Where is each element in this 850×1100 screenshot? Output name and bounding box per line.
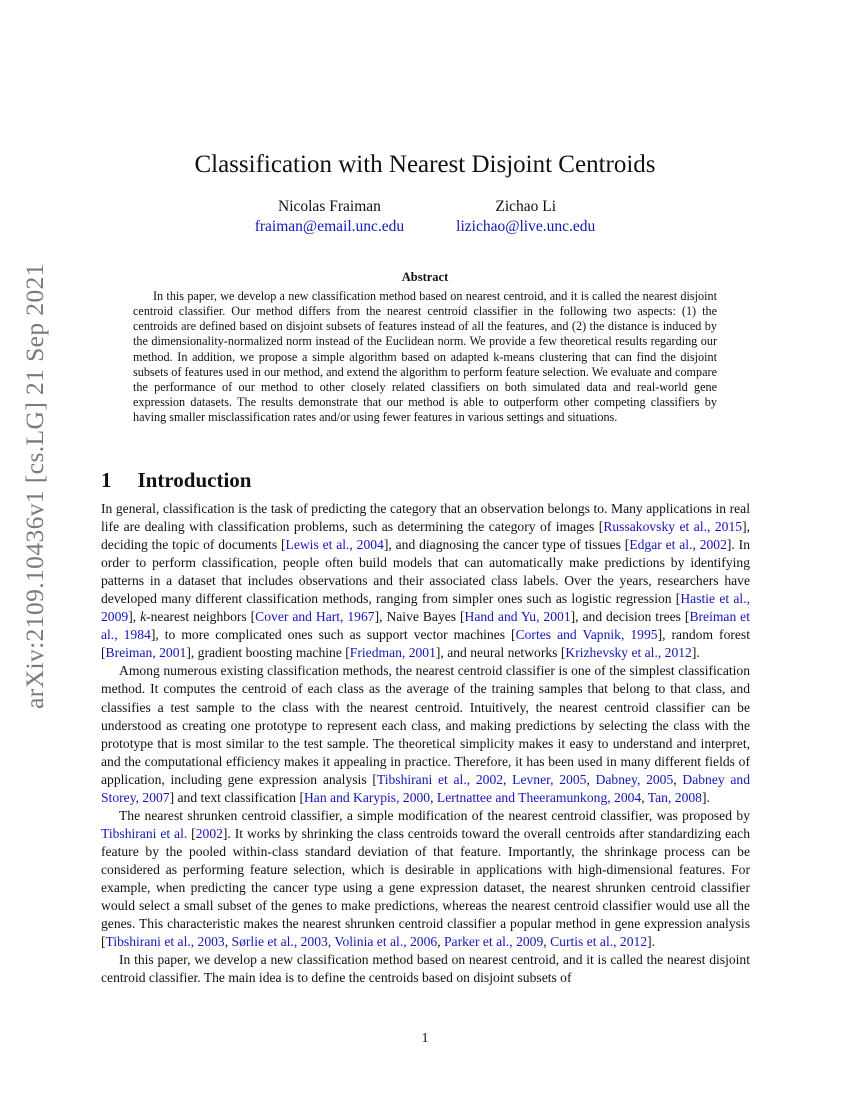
paragraph-text: ], to more complicated ones such as support vector machines [ — [150, 627, 516, 643]
arxiv-side-identifier — [14, 263, 56, 709]
paragraph-text: ]. It works by shrinking the class centroids toward the overall centroids after standardizing each feature by the pooled within-class standard deviation of that feature. Importantly, the shrinkage process can be considered as performing feature selection, which is desirable in applications with high-dimensional features. For example, when predicting the cancer type using a gene expression dataset, the nearest shrunken centroid classifier would select a small subset of the genes to make predictions, whereas the nearest centroid classifier would use all the genes. This characteristic makes the nearest shrunken centroid classifier a popular method in gene expression analysis [ — [101, 825, 750, 950]
citation-link[interactable]: Breiman et al., 1984 — [101, 609, 750, 643]
author-name: Nicolas Fraiman — [278, 198, 381, 215]
paragraph-text: ]. — [647, 934, 656, 950]
citation-link[interactable]: Hastie et al., 2009 — [101, 591, 750, 625]
paragraph-text: ], random forest [ — [101, 627, 751, 661]
paragraph-text: ], gradient boosting machine [ — [186, 645, 350, 661]
citation-link[interactable]: Hand and Yu, 2001 — [464, 609, 571, 625]
body-text — [101, 500, 750, 987]
paragraph-text: , — [224, 934, 232, 950]
citation-link[interactable]: Dabney, 2005 — [595, 771, 674, 787]
paragraph-text: , — [327, 934, 335, 950]
citation-link[interactable]: Tan, 2008 — [647, 789, 702, 805]
author-2 — [456, 197, 595, 237]
paragraph-text: , — [437, 934, 444, 950]
citation-link[interactable]: Volinia et al., 2006 — [334, 934, 438, 950]
section-number: 1 — [101, 468, 112, 492]
paragraph-text: In this paper, we develop a new classification method based on nearest centroid, and it is called the nearest disjoint centroid classifier. The main idea is to define the centroids based on disjoint subsets of — [101, 952, 750, 986]
arxiv-identifier-text: arXiv:2109.10436v1 [cs.LG] 21 Sep 2021 — [20, 263, 49, 709]
body-paragraph — [101, 951, 750, 987]
citation-link[interactable]: Lertnattee and Theeramunkong, 2004 — [436, 789, 642, 805]
paragraph-text: ], and neural networks [ — [435, 645, 566, 661]
paragraph-text: ]. — [691, 645, 700, 661]
abstract-heading: Abstract — [401, 270, 449, 284]
body-paragraph — [101, 500, 750, 662]
paragraph-text: , — [503, 771, 513, 787]
citation-link[interactable]: Han and Karypis, 2000 — [303, 789, 431, 805]
paragraph-text: ]. In order to perform classification, people often build models that can automatically make predictions by identifying patterns in a dataset that includes observations and their associated class labels. Over the years, researchers have developed many different classification methods, ranging from simpler ones such as logistic regression [ — [101, 537, 750, 607]
citation-link[interactable]: Friedman, 2001 — [349, 645, 436, 661]
body-paragraph — [101, 807, 750, 951]
citation-link[interactable]: Sørlie et al., 2003 — [231, 934, 328, 950]
paragraph-text: , — [673, 771, 683, 787]
paragraph-text: ], Naive Bayes [ — [374, 609, 465, 625]
section-heading — [101, 468, 251, 493]
paragraph-text: -nearest neighbors [ — [146, 609, 256, 625]
page-number: 1 — [421, 1030, 429, 1045]
citation-link[interactable]: Levner, 2005 — [512, 771, 587, 787]
paragraph-text: ], and diagnosing the cancer type of tissues [ — [383, 537, 630, 553]
math-variable: k — [140, 609, 147, 625]
citation-link[interactable]: Dabney and Storey, 2007 — [101, 771, 751, 805]
citation-link[interactable]: Parker et al., 2009 — [444, 934, 544, 950]
citation-link[interactable]: Tibshirani et al. — [101, 825, 188, 841]
paragraph-text: ]. — [701, 789, 710, 805]
author-name: Zichao Li — [495, 198, 557, 215]
paragraph-text: In general, classification is the task of predicting the category that an observation belongs to. Many applications in real life are dealing with classification problems, such as determining the category of images [ — [101, 501, 750, 535]
citation-link[interactable]: Breiman, 2001 — [105, 645, 187, 661]
citation-link[interactable]: Krizhevsky et al., 2012 — [565, 645, 692, 661]
paragraph-text: , — [586, 771, 596, 787]
paragraph-text: ], deciding the topic of documents [ — [101, 519, 750, 553]
paragraph-text: , — [641, 789, 648, 805]
paper-title: Classification with Nearest Disjoint Centroids — [194, 151, 656, 178]
author-1 — [255, 197, 404, 237]
paragraph-text: The nearest shrunken centroid classifier, a simple modification of the nearest centroid classifier, was proposed by — [119, 807, 750, 823]
paragraph-text: ], and decision trees [ — [570, 609, 690, 625]
citation-link[interactable]: Russakovsky et al., 2015 — [603, 519, 743, 535]
citation-link[interactable]: Tibshirani et al., 2002 — [376, 771, 504, 787]
citation-link[interactable]: Curtis et al., 2012 — [550, 934, 648, 950]
citation-link[interactable]: Tibshirani et al., 2003 — [105, 934, 225, 950]
citation-link[interactable]: Edgar et al., 2002 — [629, 537, 727, 553]
section-title: Introduction — [137, 468, 252, 492]
citation-link[interactable]: Cover and Hart, 1967 — [255, 609, 375, 625]
abstract-text: In this paper, we develop a new classification method based on nearest centroid, and it is called the nearest disjoint centroid classifier. Our method differs from the nearest centroid classifier in the following two aspects: (1) the centroids are defined based on disjoint subsets of features instead of all the features, and (2) the distance is induced by the dimensionality-normalized norm instead of the Euclidean norm. We provide a few theoretical results regarding our method. In addition, we propose a simple algorithm based on adapted k-means clustering that can find the disjoint subsets of features used in our method, and extend the algorithm to perform feature selection. We evaluate and compare the performance of our method to other closely related classifiers on both simulated data and real-world gene expression datasets. The results demonstrate that our method is able to outperform other competing classifiers by having smaller misclassification rates and/or using fewer features in various settings and situations. — [133, 289, 717, 425]
paragraph-text: ] and text classification [ — [169, 789, 304, 805]
paragraph-text: ], — [128, 609, 141, 625]
paragraph-text: [ — [187, 825, 196, 841]
citation-link[interactable]: Cortes and Vapnik, 1995 — [515, 627, 658, 643]
author-email-link[interactable]: fraiman@email.unc.edu — [254, 218, 405, 235]
author-email-link[interactable]: lizichao@live.unc.edu — [456, 218, 596, 235]
author-block — [100, 197, 750, 237]
paragraph-text: , — [430, 789, 437, 805]
citation-link[interactable]: 2002 — [195, 825, 223, 841]
citation-link[interactable]: Lewis et al., 2004 — [285, 537, 384, 553]
body-paragraph — [101, 662, 750, 806]
paragraph-text: , — [543, 934, 551, 950]
paragraph-text: Among numerous existing classification methods, the nearest centroid classifier is one of the simplest classification method. It computes the centroid of each class as the average of the training samples that belong to that class, and classifies a test sample to the class with the nearest centroid. Intuitively, the nearest centroid classifier can be understood as creating one prototype to represent each class, and making predictions by selecting the class with the prototype that is most similar to the test sample. The theoretical simplicity makes it easy to understand and interpret, and the computational efficiency makes it appealing in practice. Therefore, it has been used in many different fields of application, including gene expression analysis [ — [101, 663, 750, 787]
